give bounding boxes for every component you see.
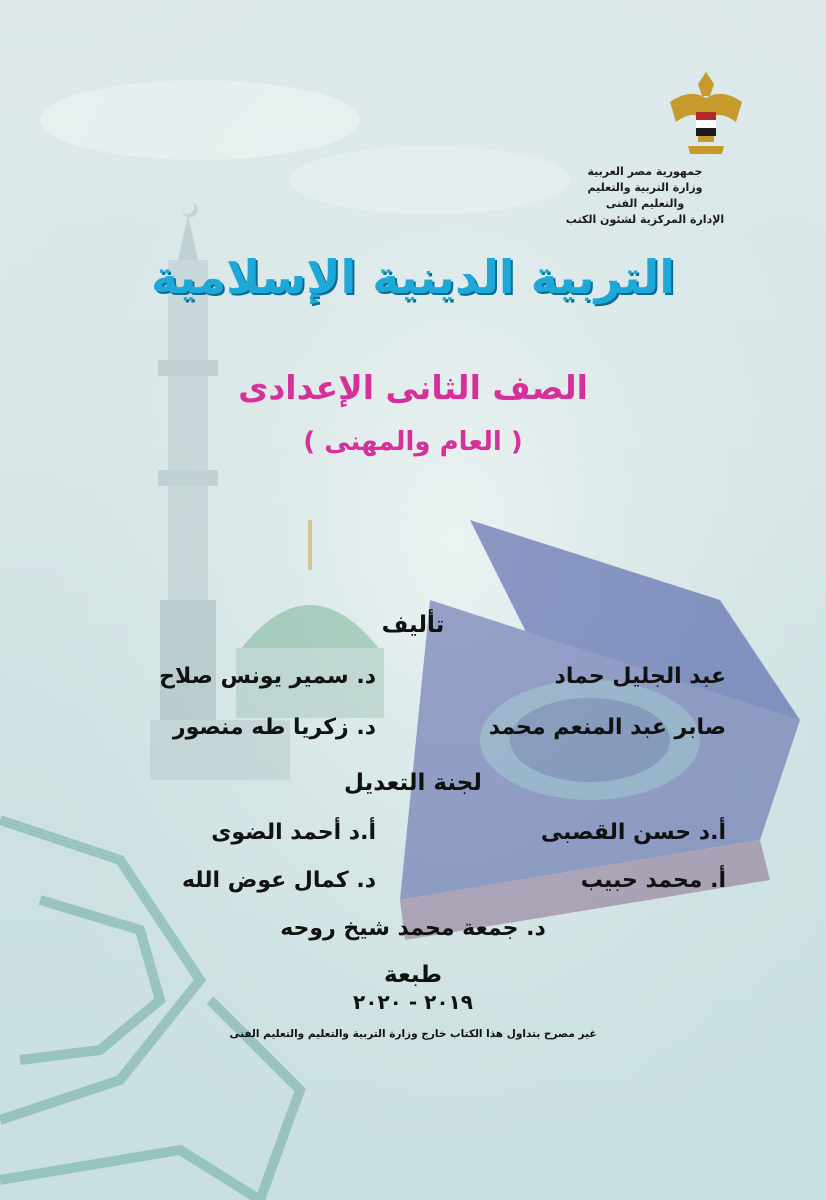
- author-name: صابر عبد المنعم محمد: [488, 715, 726, 740]
- header-line: جمهورية مصر العربية: [587, 165, 703, 178]
- authorship-heading: تأليف: [381, 612, 445, 638]
- committee-member: د. كمال عوض الله: [181, 868, 376, 893]
- committee-member: أ. محمد حبيب: [580, 868, 726, 893]
- committee-member: أ.د حسن القصبى: [540, 820, 726, 845]
- author-name: د. زكريا طه منصور: [172, 715, 376, 740]
- grade-subtitle: الصف الثانى الإعدادى: [238, 368, 588, 407]
- ministry-header: [550, 164, 740, 228]
- header-line: الإدارة المركزية لشئون الكتب: [565, 213, 725, 226]
- track-subtitle: ( العام والمهنى ): [303, 427, 523, 457]
- header-line: والتعليم الفنى: [605, 197, 685, 210]
- edition-label: طبعة: [384, 962, 442, 988]
- committee-member: د. جمعة محمد شيخ روحه: [280, 916, 546, 941]
- edition-years: ٢٠١٩ - ٢٠٢٠: [353, 990, 473, 1014]
- committee-heading: لجنة التعديل: [344, 770, 482, 796]
- footer-notice: غير مصرح بتداول هذا الكتاب خارج وزارة التربية والتعليم والتعليم الفنى: [229, 1028, 597, 1040]
- book-title: التربية الدينية الإسلامية: [150, 250, 676, 304]
- author-name: عبد الجليل حماد: [554, 664, 726, 689]
- committee-member: أ.د أحمد الضوى: [211, 820, 376, 845]
- header-line: وزارة التربية والتعليم: [587, 181, 703, 194]
- author-name: د. سمير يونس صلاح: [159, 664, 376, 689]
